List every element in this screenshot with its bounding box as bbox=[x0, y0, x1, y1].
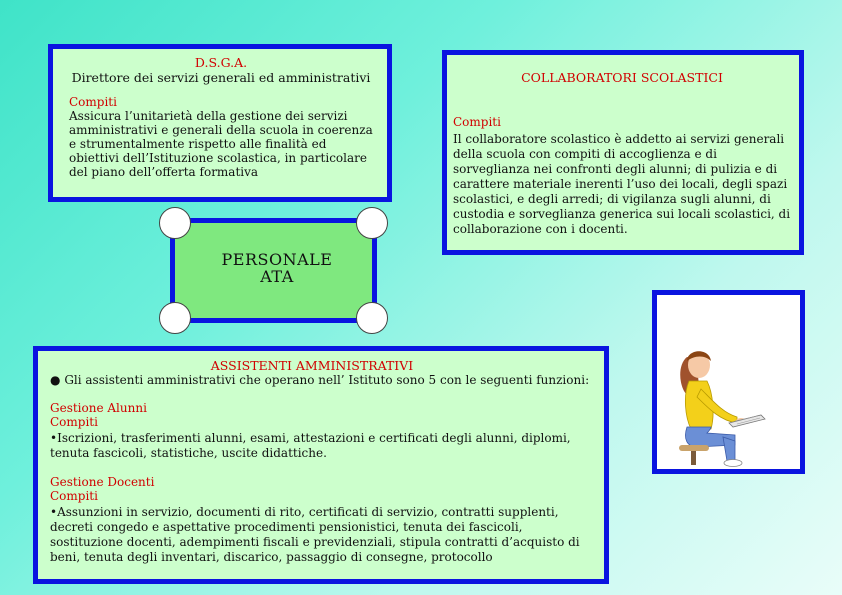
bullet-icon: • bbox=[50, 505, 58, 519]
group-gestione-docenti bbox=[50, 475, 592, 565]
woman-typing-illustration bbox=[657, 295, 800, 469]
dsga-title: D.S.G.A. bbox=[194, 55, 248, 70]
assistenti-intro-text: Gli assistenti amministrativi che operano nell’ Istituto sono 5 con le seguenti funzioni: bbox=[64, 373, 590, 387]
group-name: Gestione Docenti bbox=[50, 475, 155, 489]
dsga-subtitle: Direttore dei servizi generali ed amministrativi bbox=[71, 70, 371, 85]
personale-ata-plaque bbox=[170, 218, 377, 323]
corner-notch bbox=[356, 302, 388, 334]
dsga-section-label: Compiti bbox=[69, 95, 117, 109]
corner-notch bbox=[356, 207, 388, 239]
collaboratori-section-text: Il collaboratore scolastico è addetto ai servizi generali della scuola con compiti di accoglienza e di sorveglianza nei confronti degli alunni; di pulizia e di carattere materiale inerenti l’uso dei locali, degli spazi scolastici, e degli arredi; di vigilanza sugli alunni, di custodia e sorveglianza generica sui locali scolastici, di collaborazione con i docenti. bbox=[453, 132, 791, 236]
group-gestione-alunni bbox=[50, 401, 592, 461]
group-text: Assunzioni in servizio, documenti di rito, certificati di servizio, contratti supplenti, decreti congedo e aspettative procedimenti pensionistici, tenuta dei fascicoli, sostituzione docenti, adempimenti fiscali e previdenziali, stipula contratti d’acquisto di beni, tenuta degli inventari, discarico, passaggio di consegne, protocollo bbox=[50, 505, 580, 564]
personale-ata-title bbox=[217, 251, 337, 285]
group-text: Iscrizioni, trasferimenti alunni, esami, attestazioni e certificati degli alunni, diplomi, tenuta fascicoli, statistiche, uscite didattiche. bbox=[50, 431, 571, 460]
dsga-box bbox=[48, 44, 392, 202]
collaboratori-title: COLLABORATORI SCOLASTICI bbox=[521, 70, 723, 85]
assistenti-box bbox=[33, 346, 609, 584]
bullet-icon: ● bbox=[50, 373, 61, 387]
corner-notch bbox=[159, 207, 191, 239]
corner-notch bbox=[159, 302, 191, 334]
collaboratori-section-label: Compiti bbox=[453, 115, 501, 129]
personale-line2: ATA bbox=[260, 267, 294, 286]
group-text-wrap bbox=[50, 431, 592, 461]
group-label: Compiti bbox=[50, 415, 98, 429]
group-name: Gestione Alunni bbox=[50, 401, 147, 415]
assistenti-title: ASSISTENTI AMMINISTRATIVI bbox=[210, 358, 414, 373]
assistenti-intro bbox=[50, 373, 592, 387]
group-text-wrap bbox=[50, 505, 592, 565]
clipart-frame bbox=[652, 290, 805, 474]
collaboratori-box bbox=[442, 50, 804, 255]
group-label: Compiti bbox=[50, 489, 98, 503]
personale-line1: PERSONALE bbox=[221, 250, 333, 269]
bullet-icon: • bbox=[50, 431, 58, 445]
dsga-section-text: Assicura l’unitarietà della gestione dei servizi amministrativi e generali della scuola in coerenza e strumentalmente rispetto alle finalità ed obiettivi dell’Istituzione scolastica, in particolare del piano dell’offerta formativa bbox=[69, 109, 373, 179]
